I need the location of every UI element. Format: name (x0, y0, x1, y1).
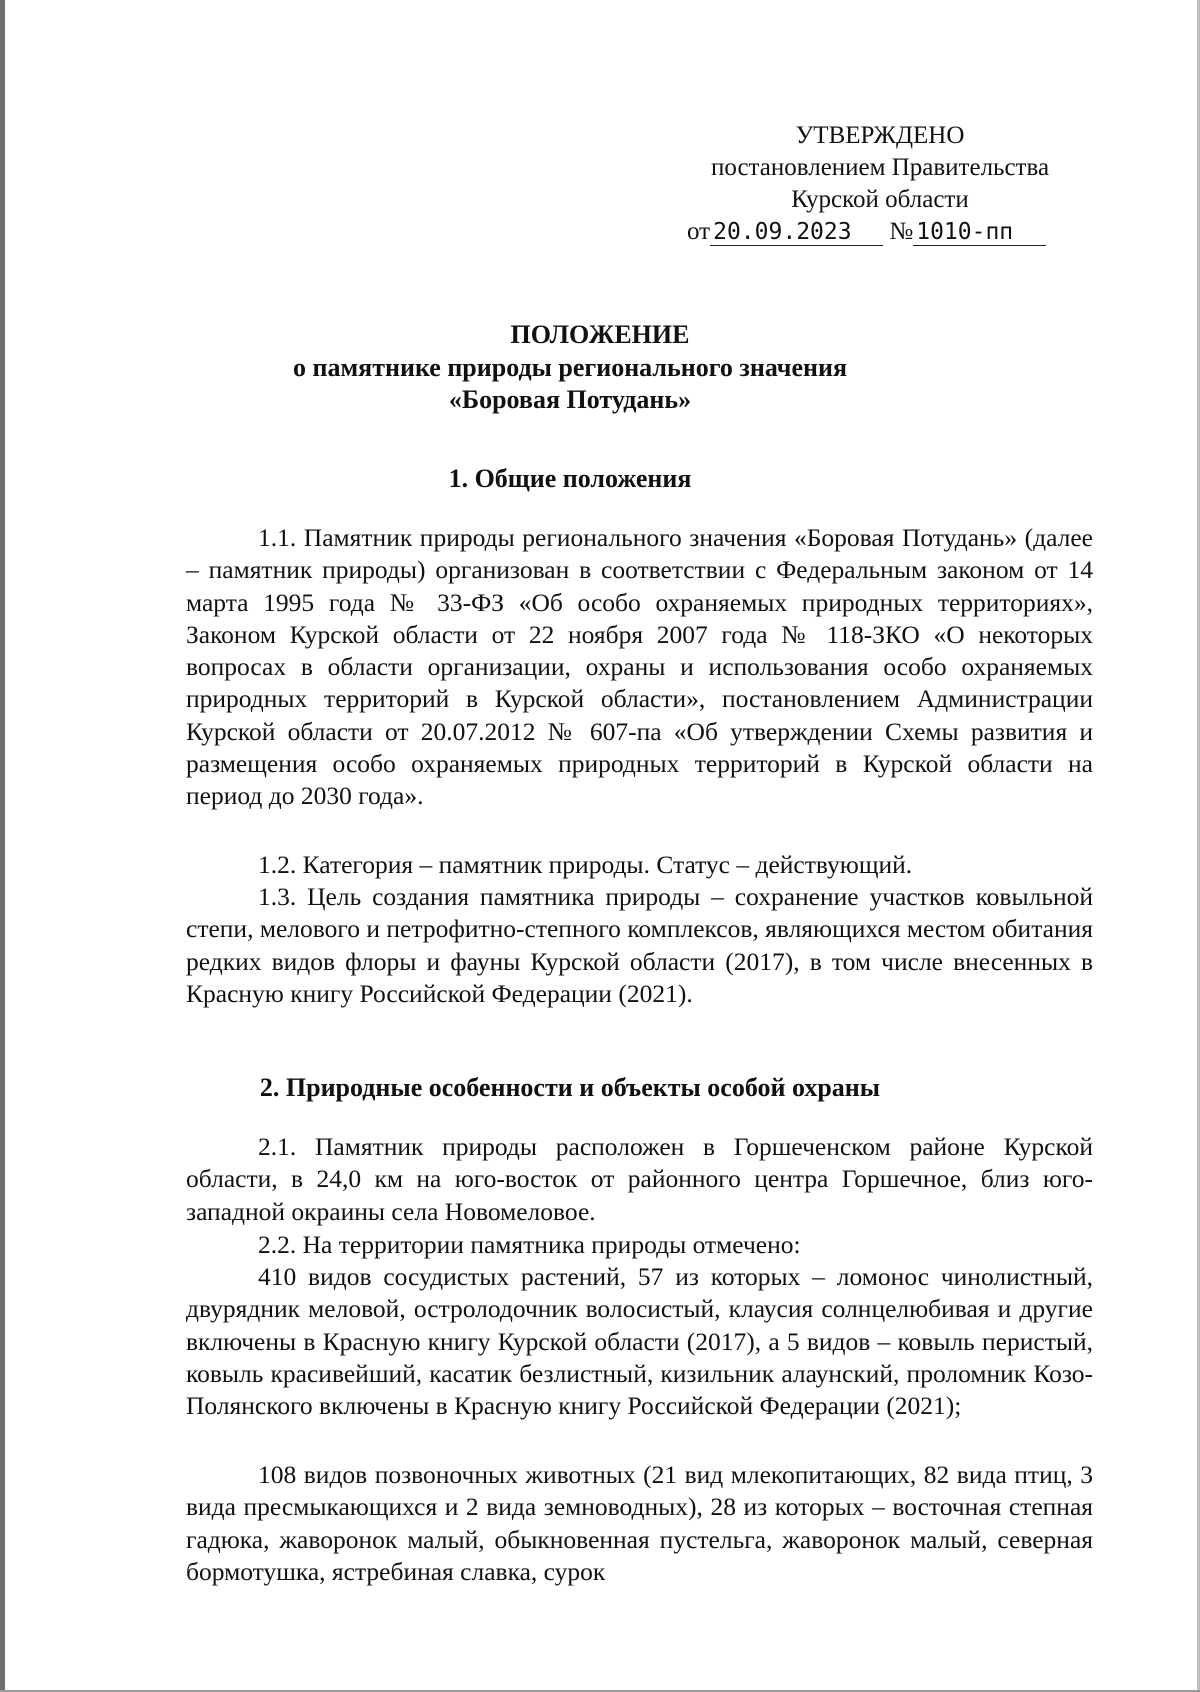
approval-date-number (680, 216, 1080, 248)
paragraph-2-1: 2.1. Памятник природы расположен в Горшеченском районе Курской области, в 24,0 км на юго-восток от районного центра Горшечное, близ юго-западной окраины села Новомеловое. (186, 1132, 1093, 1226)
section-1-heading: 1. Общие положения (448, 464, 692, 493)
approval-line-2: Курской области (791, 186, 969, 213)
approval-number: 1010-пп (913, 219, 1046, 246)
document-name: «Боровая Потудань» (448, 385, 692, 414)
paragraph-2-2-animals: 108 видов позвоночных животных (21 вид млекопитающих, 82 вида птиц, 3 вида пресмыкающихся и 2 вида земноводных), 28 из которых – восточная степная гадюка, жаворонок малый, обыкновенная пустельга, жаворонок малый, северная бормотушка, ястребиная славка, сурок (186, 1460, 1093, 1586)
section-2-heading: 2. Природные особенности и объекты особой охраны (259, 1073, 881, 1102)
approval-block (680, 120, 1080, 248)
document-subtitle: о памятнике природы регионального значения (292, 353, 848, 382)
paragraph-2-2-plants: 410 видов сосудистых растений, 57 из которых – ломонос чинолистный, двурядник меловой, остролодочник волосистый, клаусия солнцелюбивая и другие включены в Красную книгу Курской области (2017), а 5 видов – ковыль перистый, ковыль красивейший, касатик безлистный, кизильник алаунский, проломник Козо-Полянского включены в Красную книгу Российской Федерации (2021); (186, 1262, 1093, 1421)
approval-line-1: постановлением Правительства (710, 154, 1050, 181)
scan-edge-left (0, 0, 5, 1692)
approval-date: 20.09.2023 (710, 219, 883, 246)
approval-number-label: № (889, 218, 914, 245)
approval-from-label: от (687, 218, 711, 245)
paragraph-1-2: 1.2. Категория – памятник природы. Статус – действующий. (258, 850, 913, 879)
approval-heading: УТВЕРЖДЕНО (795, 122, 965, 149)
paragraph-1-3: 1.3. Цель создания памятника природы – сохранение участков ковыльной степи, мелового и петрофитно-степного комплексов, являющихся местом обитания редких видов флоры и фауны Курской области (2017), в том числе внесенных в Красную книгу Российской Федерации (2021). (186, 882, 1093, 1008)
paragraph-2-2: 2.2. На территории памятника природы отмечено: (258, 1230, 801, 1259)
paragraph-1-1: 1.1. Памятник природы регионального значения «Боровая Потудань» (далее – памятник природы) организован в соответствии с Федеральным законом от 14 марта 1995 года № 33-ФЗ «Об особо охраняемых природных территориях», Законом Курской области от 22 ноября 2007 года № 118-ЗКО «О некоторых вопросах в области организации, охраны и использования особо охраняемых природных территорий в Курской области», постановлением Администрации Курской области от 20.07.2012 № 607-па «Об утверждении Схемы развития и размещения особо охраняемых природных территорий в Курской области на период до 2030 года». (186, 523, 1093, 811)
document-title: ПОЛОЖЕНИЕ (510, 320, 690, 349)
